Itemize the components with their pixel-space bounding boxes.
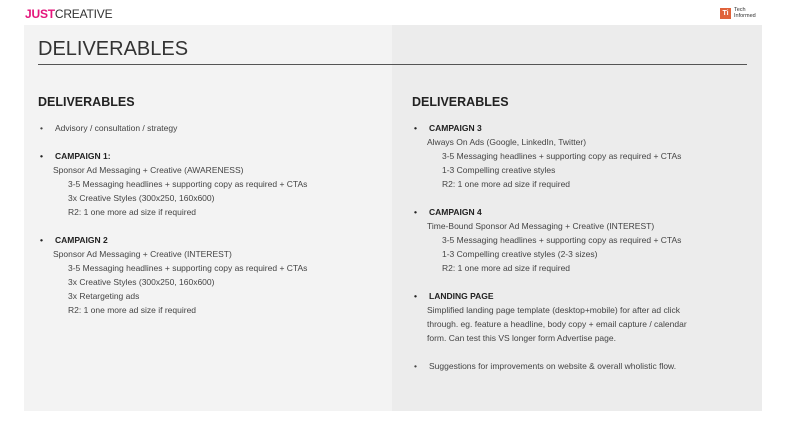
list-item: 3x Retargeting ads — [68, 291, 140, 301]
tech-informed-logo: Ti Tech Informed — [720, 7, 756, 19]
list-item: 1-3 Compelling creative styles — [442, 165, 556, 175]
list-item: R2: 1 one more ad size if required — [68, 207, 197, 217]
campaign-4-sub: Time-Bound Sponsor Ad Messaging + Creative (INTEREST) — [427, 221, 655, 231]
list-item: R2: 1 one more ad size if required — [68, 305, 197, 315]
list-item: 3-5 Messaging headlines + supporting copy as required + CTAs — [68, 263, 308, 273]
campaign-1-sub: Sponsor Ad Messaging + Creative (AWARENESS) — [53, 165, 244, 175]
divider — [38, 64, 747, 65]
campaign-2-sub: Sponsor Ad Messaging + Creative (INTEREST) — [53, 249, 232, 259]
list-item: R2: 1 one more ad size if required — [442, 263, 571, 273]
slide-panel — [24, 25, 762, 411]
list-item: 3-5 Messaging headlines + supporting copy as required + CTAs — [442, 151, 682, 161]
landing-page-text: through. eg. feature a headline, body copy + email capture / calendar — [427, 319, 687, 329]
list-item: 3-5 Messaging headlines + supporting copy as required + CTAs — [68, 179, 308, 189]
just-creative-logo: JUSTCREATIVE — [25, 7, 113, 21]
list-item: 1-3 Compelling creative styles (2-3 sizes) — [442, 249, 598, 259]
landing-page-text: form. Can test this VS longer form Advertise page. — [427, 333, 616, 343]
list-item: 3x Creative Styles (300x250, 160x600) — [68, 193, 215, 203]
campaign-1-title: CAMPAIGN 1: — [55, 151, 111, 161]
right-column: DELIVERABLES • CAMPAIGN 3 Always On Ads (Google, LinkedIn, Twitter) 3-5 Messaging headlines + supporting copy as required + CTAs 1-3 Compelling creative styles R2: 1 one more ad size if required • CAMPAIGN 4 Time-Bound Sponsor Ad Messaging + Creative (INTEREST) 3-5 Messaging headlines + supporting copy as required + CTAs 1-3 Compelling creative styles (2-3 sizes) R2: 1 one more ad size if required • LANDING PAGE Simplified landing page template (desktop+mobile) for after ad click through. eg. feature a headline, body copy + email capture / calendar form. Can test this VS longer form Advertise page. • Suggestions for improvements on website & overall wholistic flow. — [412, 95, 757, 373]
campaign-4-title: CAMPAIGN 4 — [429, 207, 482, 217]
campaign-3-sub: Always On Ads (Google, LinkedIn, Twitter) — [427, 137, 587, 147]
bullet-suggestions: Suggestions for improvements on website & overall wholistic flow. — [429, 361, 677, 371]
landing-page-title: LANDING PAGE — [429, 291, 494, 301]
list-item: R2: 1 one more ad size if required — [442, 179, 571, 189]
campaign-2-title: CAMPAIGN 2 — [55, 235, 108, 245]
left-heading: DELIVERABLES — [38, 95, 135, 109]
left-column: DELIVERABLES • Advisory / consultation / strategy • CAMPAIGN 1: Sponsor Ad Messaging + Creative (AWARENESS) 3-5 Messaging headlines + supporting copy as required + CTAs 3x Creative Styles (300x250, 160x600) R2: 1 one more ad size if required • CAMPAIGN 2 Sponsor Ad Messaging + Creative (INTEREST) 3-5 Messaging headlines + supporting copy as required + CTAs 3x Creative Styles (300x250, 160x600) 3x Retargeting ads R2: 1 one more ad size if required — [38, 95, 388, 317]
list-item: 3-5 Messaging headlines + supporting copy as required + CTAs — [442, 235, 682, 245]
campaign-3-title: CAMPAIGN 3 — [429, 123, 482, 133]
page-title: DELIVERABLES — [38, 38, 189, 60]
list-item: 3x Creative Styles (300x250, 160x600) — [68, 277, 215, 287]
right-heading: DELIVERABLES — [412, 95, 509, 109]
bullet-advisory: Advisory / consultation / strategy — [55, 123, 178, 133]
landing-page-text: Simplified landing page template (desktop+mobile) for after ad click — [427, 305, 681, 315]
